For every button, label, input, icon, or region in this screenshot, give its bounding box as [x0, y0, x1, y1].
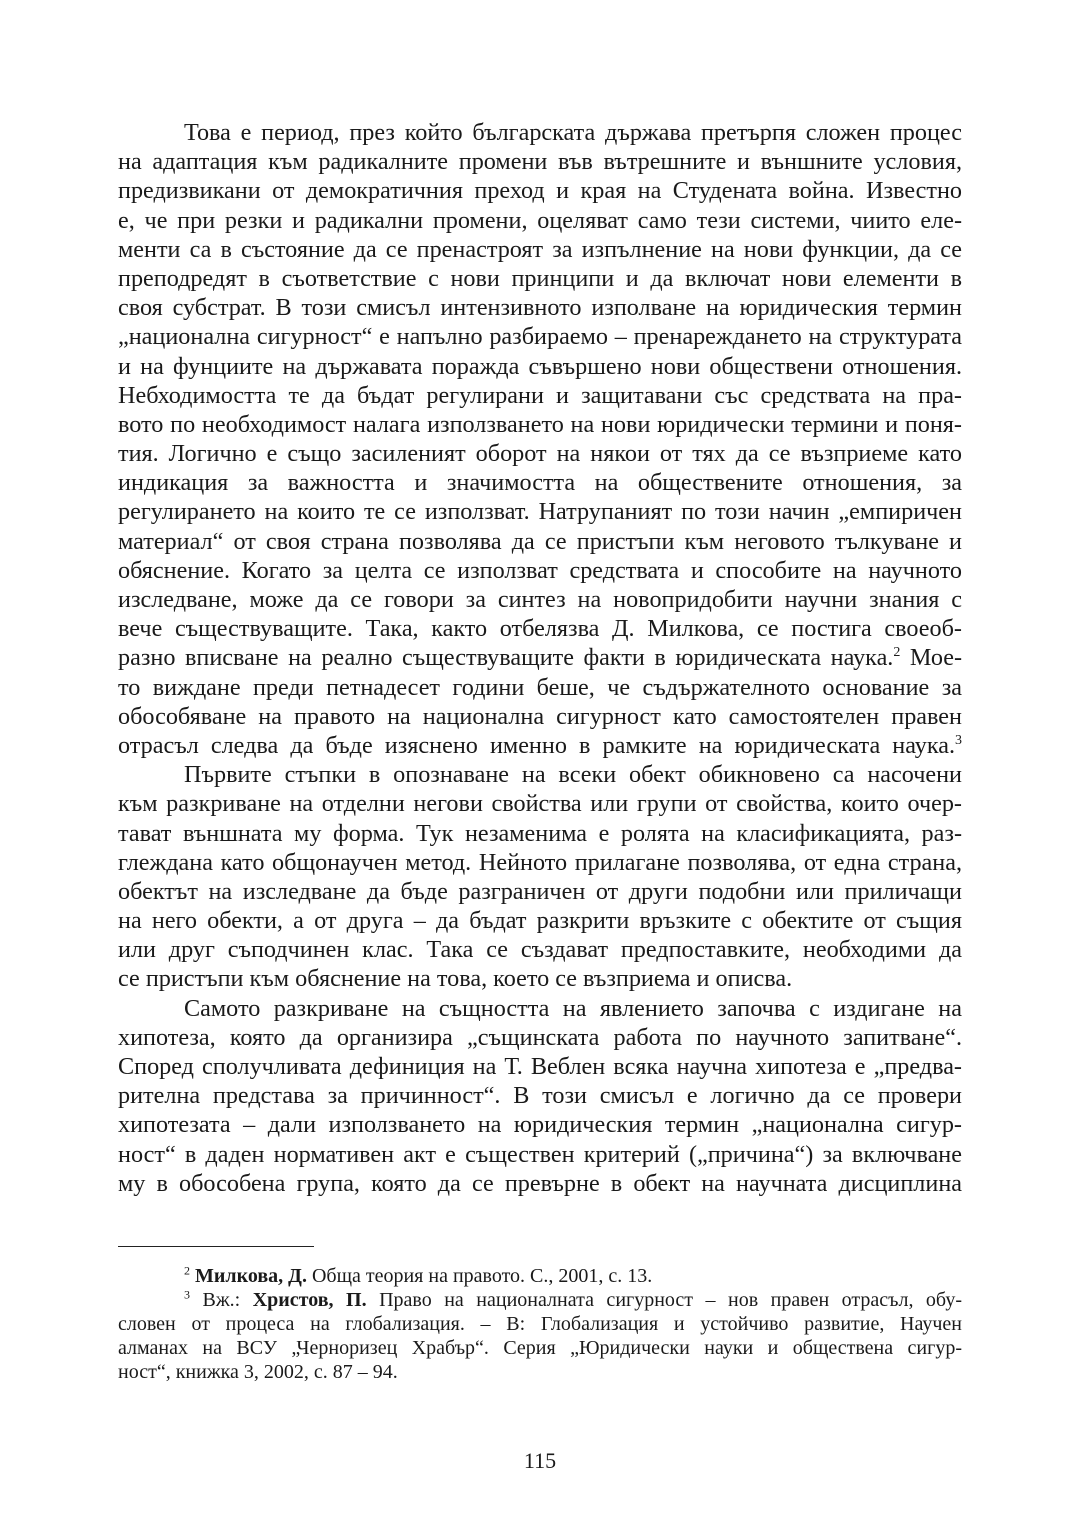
footnote-3	[118, 1288, 962, 1384]
text-line: регулирането на които те се използват. Натрупаният по този начин „емпиричен	[118, 498, 962, 526]
footnote-line	[118, 1264, 962, 1288]
text-line-with-footnote-2	[118, 643, 962, 672]
text-line: Първите стъпки в опознаване на всеки обект обикновено са насочени	[184, 761, 962, 789]
text-line-with-footnote-3	[118, 731, 962, 760]
footnote-line: ност“, книжка 3, 2002, с. 87 – 94.	[118, 1361, 398, 1383]
text-line: то виждане преди петнадесет години беше, че съдържателното основание за	[118, 673, 962, 701]
footnote-author: Милкова, Д.	[195, 1265, 307, 1287]
paragraph	[118, 118, 962, 760]
text-line: към разкриване на отделни негови свойства или групи от свойства, които очер-	[118, 790, 962, 818]
text-line: и на фунциите на държавата поражда съвършено нови обществени отношения.	[118, 352, 962, 380]
text-segment: отрасъл следва да бъде изяснено именно в рамките на юридическата наука.	[118, 731, 955, 759]
text-line: „национална сигурност“ е напълно разбираемо – пренареждането на структурата	[118, 323, 962, 351]
text-line: изследване, може да се говори за синтез на новопридобити научни знания с	[118, 586, 962, 613]
text-line: тават външната му форма. Тук незаменима е ролята на класификацията, раз-	[118, 819, 962, 847]
footnote-line: алманах на ВСУ „Черноризец Храбър“. Серия „Юридически науки и обществена сигур-	[118, 1337, 962, 1359]
text-line: се пристъпи към обяснение на това, което се възприема и описва.	[118, 965, 793, 993]
text-line: е, че при резки и радикални промени, оцеляват само тези системи, чиито еле-	[118, 206, 962, 234]
text-line: на адаптация към радикалните промени във вътрешните и външните условия,	[118, 148, 962, 176]
footnote-number: 3	[184, 1287, 190, 1302]
text-line: Самото разкриване на същността на явлението започва с издигане на	[184, 994, 962, 1022]
text-line: обособяване на правото на национална сигурност като самостоятелен правен	[118, 702, 962, 730]
text-segment: Мое-	[900, 644, 962, 672]
text-line: обяснение. Когато за целта се използват средствата и способите на научното	[118, 556, 962, 584]
text-line: своя субстрат. В този смисъл интензивното изполване на юридическия термин	[118, 294, 962, 322]
paragraph	[118, 760, 962, 994]
text-line: индикация за важността и значимостта на обществените отношения, за	[118, 469, 962, 497]
text-line: Според сполучливата дефиниция на Т. Веблен всяка научна хипотеза е „предва-	[118, 1053, 962, 1080]
text-line: вото по необходимост налага използването на нови юридически термини и поня-	[118, 410, 962, 438]
text-line: Това е период, през който българската държава претърпя сложен процес	[184, 119, 962, 146]
footnote-reference-3: 3	[955, 732, 962, 748]
body-text	[118, 118, 962, 1198]
text-line: преподредят в съответствие с нови принципи и да включат нови елементи в	[118, 264, 962, 292]
text-line: хипотезата – дали използването на юридическия термин „национална сигур-	[118, 1111, 962, 1139]
text-line: или друг съподчинен клас. Така се създават предпоставките, необходими да	[118, 936, 962, 964]
footnote-line	[118, 1288, 962, 1312]
text-line: тия. Логично е също засиленият оборот на някои от тях да се възприеме като	[118, 440, 962, 468]
footnote-prefix: Вж.:	[202, 1289, 253, 1311]
text-line: Небходимостта те да бъдат регулирани и защитавани със средствата на пра-	[118, 381, 962, 409]
footnote-separator	[118, 1246, 314, 1247]
footnote-author: Христов, П.	[252, 1289, 367, 1311]
footnote-line: словен от процеса на глобализация. – В: Глобализация и устойчиво развитие, Научен	[118, 1313, 962, 1335]
text-line: рителна представа за причинност“. В този смисъл е логично да се провери	[118, 1082, 962, 1110]
text-line: обектът на изследване да бъде разграничен от други подобни или приличащи	[118, 877, 962, 905]
text-line: вече съществуващите. Така, както отбелязва Д. Милкова, се постига своеоб-	[118, 615, 962, 643]
footnote-2	[118, 1264, 962, 1288]
text-line: менти са в състояние да се пренастроят за изпълнение на нови функции, да се	[118, 235, 962, 263]
text-line: материал“ от своя страна позволява да се пристъпи към неговото тълкуване и	[118, 527, 962, 555]
text-segment: разно вписване на реално съществуващите факти в юридическата наука.	[118, 644, 894, 672]
text-line: му в обособена група, която да се превърне в обект на научната дисциплина	[118, 1169, 962, 1197]
text-line: на него обекти, а от друга – да бъдат разкрити връзките с обектите от същия	[118, 907, 962, 935]
footnote-text: Обща теория на правото. С., 2001, с. 13.	[306, 1265, 653, 1287]
text-line: глеждана като общонаучен метод. Нейното прилагане позволява, от една страна,	[118, 848, 962, 876]
page-number: 115	[523, 1448, 557, 1473]
footnote-text: Право на националната сигурност – нов правен отрасъл, обу-	[366, 1289, 963, 1311]
text-line: предизвикани от демократичния преход и края на Студената война. Известно	[118, 177, 962, 205]
footnotes	[118, 1264, 962, 1384]
footnote-reference-2: 2	[893, 645, 901, 661]
paragraph	[118, 994, 962, 1198]
text-line: ност“ в даден нормативен акт е съществен критерий („причина“) за включване	[118, 1140, 962, 1168]
footnote-number: 2	[184, 1263, 190, 1278]
text-line: хипотеза, която да организира „същинската работа по научното запитване“.	[118, 1023, 962, 1051]
